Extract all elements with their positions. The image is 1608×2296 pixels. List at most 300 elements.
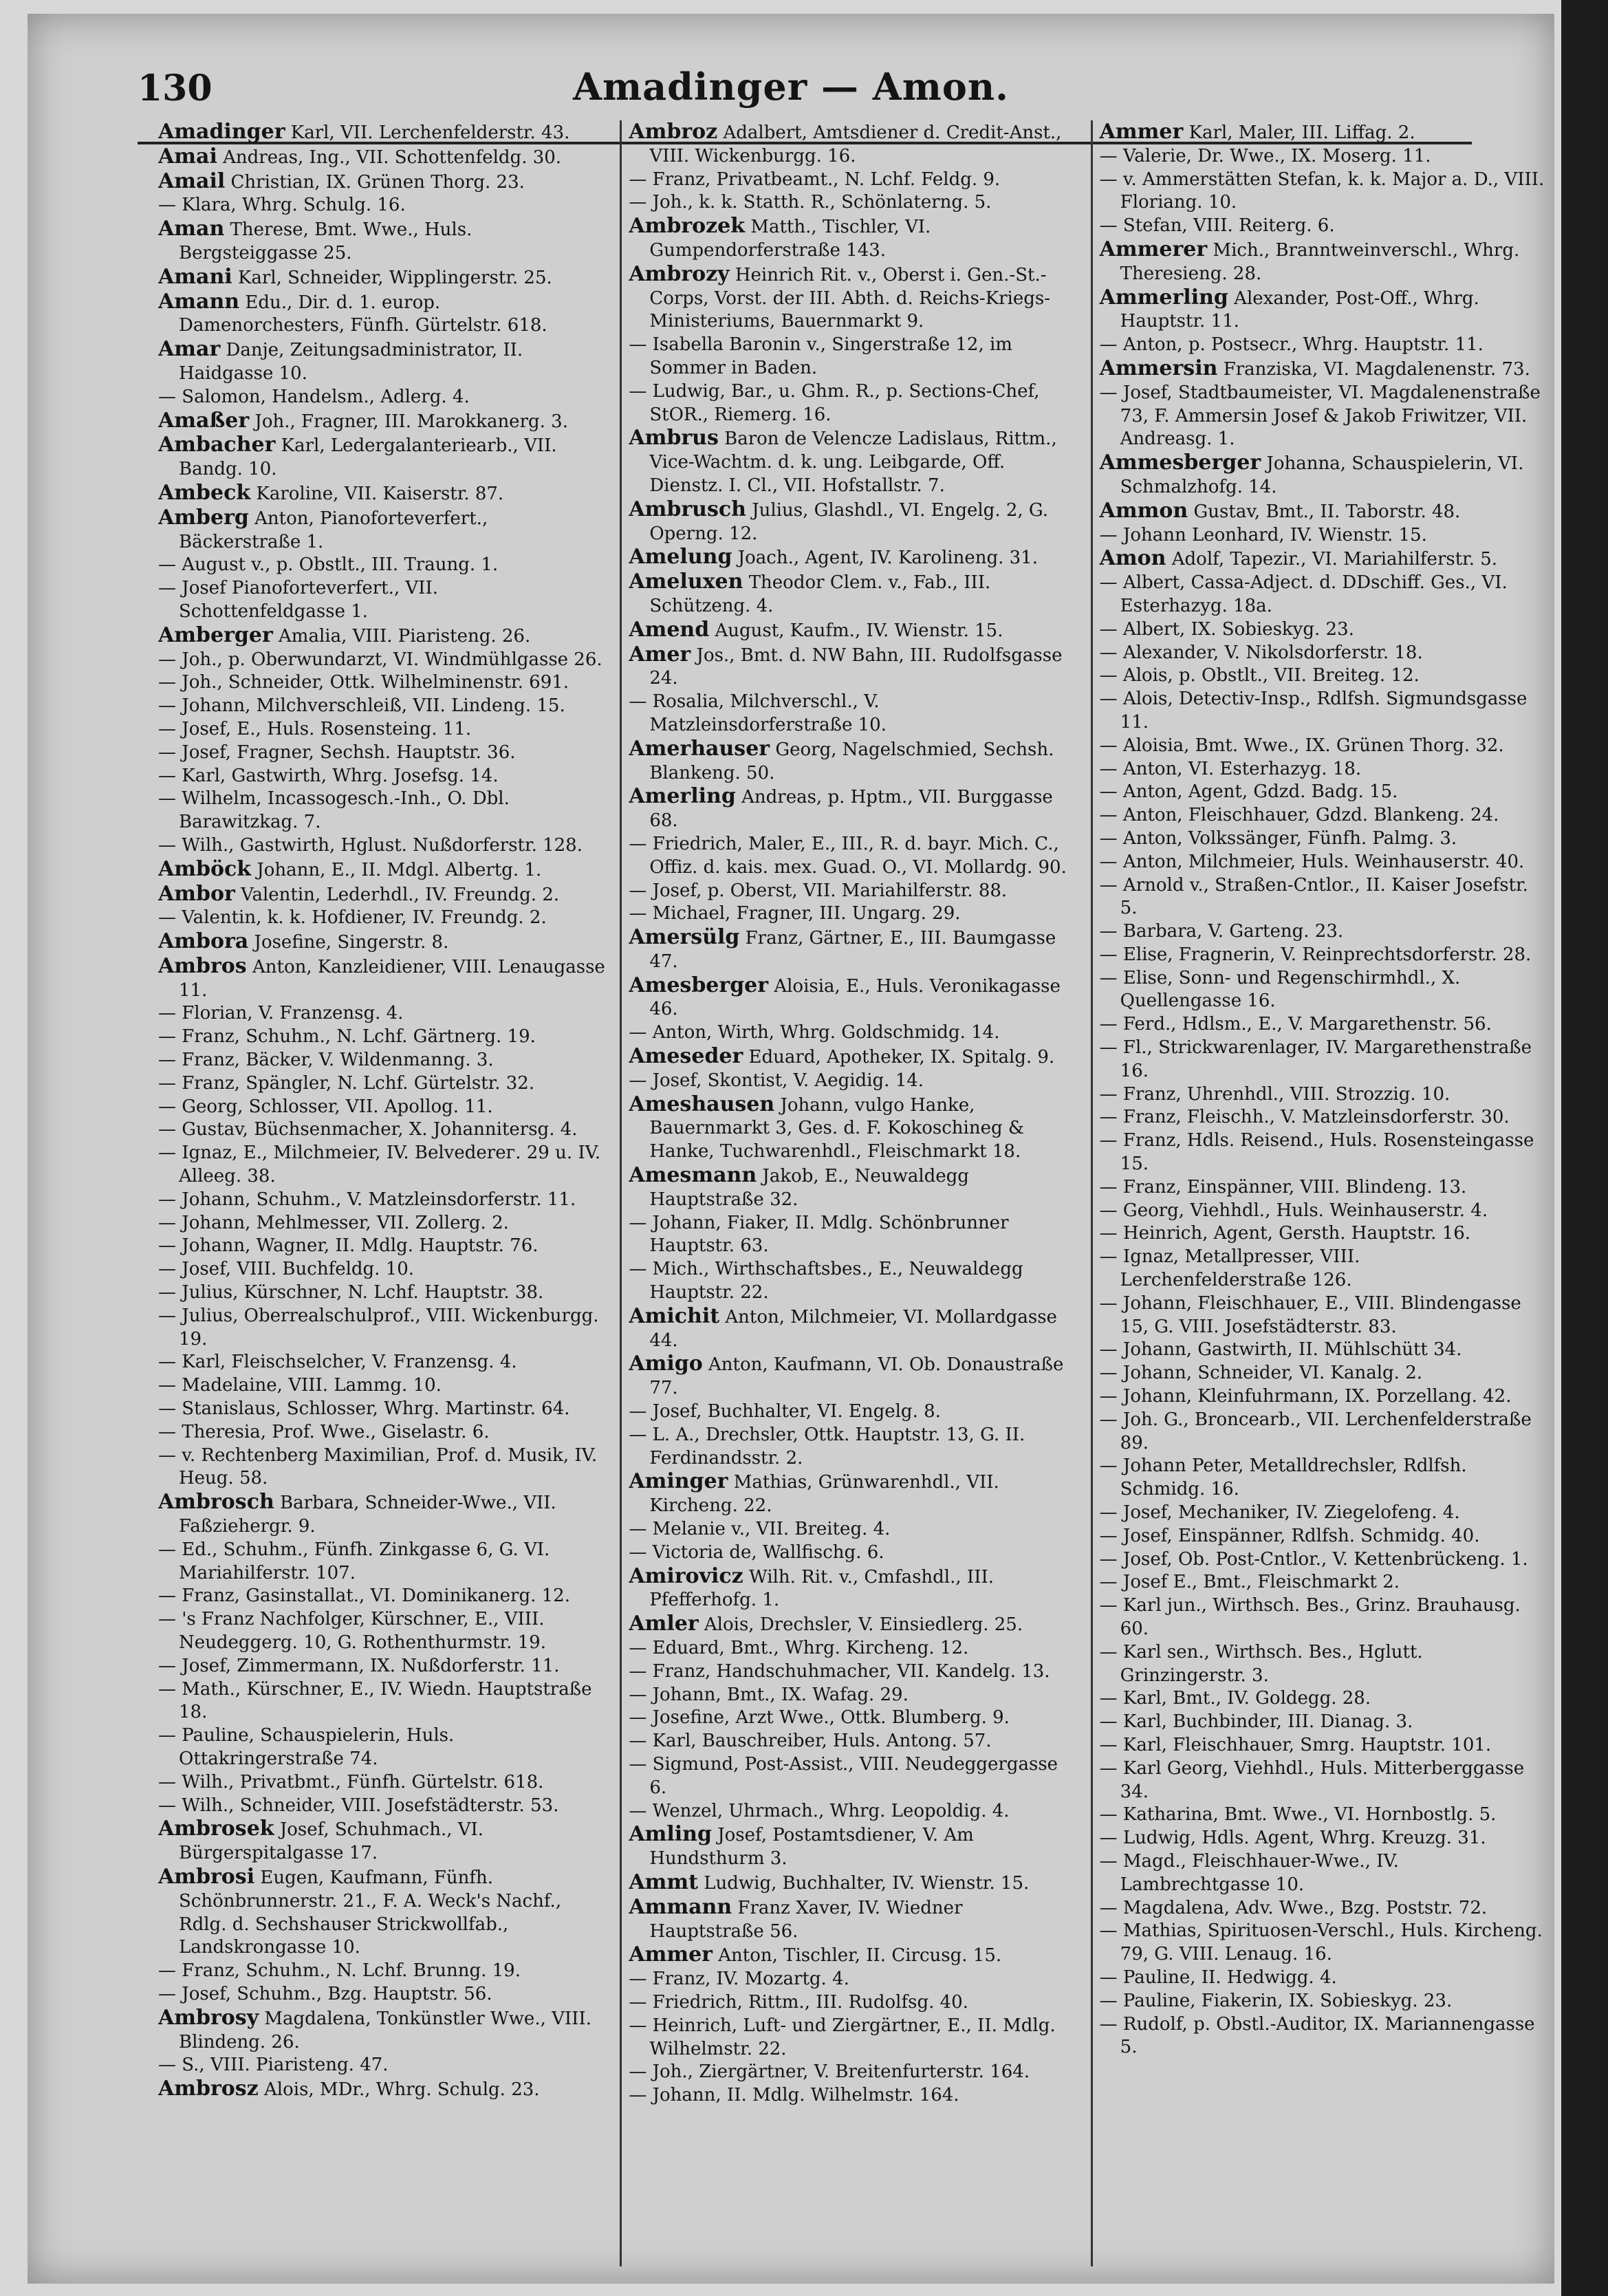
directory-entry <box>629 1164 1076 1212</box>
entry-details: — Julius, Oberrealschulprof., VIII. Wickenburgg. 19. <box>158 1305 599 1350</box>
entry-surname: Ambrosy <box>158 2005 259 2030</box>
directory-entry <box>1100 1037 1547 1083</box>
directory-entry <box>158 338 606 386</box>
entry-surname: Ambrosek <box>158 1817 274 1841</box>
directory-entry <box>158 834 606 858</box>
entry-surname: Ammer <box>629 1942 713 1967</box>
directory-entry <box>629 1400 1076 1424</box>
entry-details: — 's Franz Nachfolger, Kürschner, E., VIII. Neudeggerg. 10, G. Rothenthurmstr. 19. <box>158 1609 546 1653</box>
entry-details: Adalbert, Amtsdiener d. Credit-Anst., VIII. Wickenburgg. 16. <box>649 122 1062 166</box>
entry-surname: Amelung <box>629 545 732 570</box>
directory-entry <box>158 1865 606 1960</box>
entry-details: — Mathias, Spirituosen-Verschl., Huls. Kircheng. 79, G. VIII. Lenaug. 16. <box>1099 1920 1543 1965</box>
entry-details: — Franz, Handschuhmacher, VII. Kandelg. 13. <box>629 1660 1050 1682</box>
directory-entry <box>1100 169 1547 215</box>
directory-entry <box>1100 920 1547 944</box>
entry-details: Anton, Milchmeier, VI. Mollardgasse 44. <box>649 1306 1057 1351</box>
directory-entry <box>1100 1711 1547 1734</box>
entry-details: Danje, Zeitungsadministrator, II. Haidgasse 10. <box>179 340 523 384</box>
entry-details: — Josef, Fragner, Sechsh. Hauptstr. 36. <box>158 741 516 763</box>
entry-details: — Franz, Uhrenhdl., VIII. Strozzig. 10. <box>1099 1083 1451 1105</box>
entry-surname: Ammersin <box>1099 356 1218 380</box>
entry-details: — Georg, Viehhdl., Huls. Weinhauserstr. 4. <box>1099 1200 1488 1221</box>
directory-entry <box>629 1684 1076 1707</box>
directory-entry <box>158 1678 606 1725</box>
entry-details: — v. Rechtenberg Maximilian, Prof. d. Musik, IV. Heug. 58. <box>158 1444 598 1489</box>
entry-surname: Ambacher <box>158 433 276 457</box>
directory-entry <box>158 1374 606 1398</box>
directory-entry <box>629 2015 1076 2061</box>
directory-entry <box>158 1444 606 1491</box>
entry-details: — Josef Pianoforteverfert., VII. Schottenfeldgasse 1. <box>158 578 438 622</box>
entry-details: Andreas, Ing., VII. Schottenfeldg. 30. <box>223 147 562 168</box>
entry-surname: Amaßer <box>158 408 250 433</box>
directory-entry <box>158 1026 606 1049</box>
entry-details: — Anton, Fleischhauer, Gdzd. Blankeng. 24. <box>1099 805 1499 826</box>
entry-surname: Amon <box>1099 546 1166 571</box>
directory-entry <box>1100 664 1547 688</box>
entry-details: Franz Xaver, IV. Wiedner Hauptstraße 56. <box>649 1897 963 1942</box>
entry-details: — Johann, Schuhm., V. Matzleinsdorferstr. 11. <box>158 1189 576 1210</box>
directory-entry <box>1100 1455 1547 1502</box>
directory-entry <box>629 169 1076 192</box>
directory-entry <box>158 1258 606 1281</box>
entry-details: — Rosalia, Milchverschl., V. Matzleinsdorferstraße 10. <box>629 691 887 735</box>
directory-entry <box>1100 499 1547 524</box>
directory-entry <box>629 1565 1076 1613</box>
directory-entry <box>158 290 606 338</box>
directory-entry <box>158 741 606 765</box>
entry-details: — Anton, VI. Esterhazyg. 18. <box>1099 758 1362 779</box>
directory-entry <box>629 902 1076 926</box>
entry-surname: Amersülg <box>629 925 740 950</box>
entry-details: — Theresia, Prof. Wwe., Giselastr. 6. <box>158 1421 490 1442</box>
running-head: Amadinger — Amon. <box>573 65 1009 109</box>
directory-entry <box>1100 1594 1547 1641</box>
entry-surname: Ambrozek <box>629 214 746 239</box>
entry-details: — Albert, Cassa-Adject. d. DDschiff. Ges., VI. Esterhazyg. 18a. <box>1099 572 1508 616</box>
directory-entry <box>1100 1409 1547 1455</box>
entry-details: — Sigmund, Post-Assist., VIII. Neudeggergasse 6. <box>629 1753 1058 1798</box>
entry-surname: Ambrusch <box>629 497 746 521</box>
directory-entry <box>158 1960 606 1983</box>
entry-details: — Friedrich, Maler, E., III., R. d. bayr. Mich. C., Offiz. d. kais. mex. Guad. O., VI. Mollardg. 90. <box>629 833 1067 878</box>
entry-details: — Franz, Privatbeamt., N. Lchf. Feldg. 9. <box>629 169 1001 190</box>
directory-entry <box>1100 1502 1547 1525</box>
directory-entry <box>1100 1013 1547 1037</box>
entry-details: Heinrich Rit. v., Oberst i. Gen.-St.-Corps, Vorst. der III. Abth. d. Reichs-Kriegs-Ministeriums, Bauernmarkt 9. <box>649 264 1051 332</box>
directory-entry <box>629 618 1076 643</box>
entry-details: Alexander, Post-Off., Whrg. Hauptstr. 11. <box>1120 288 1479 332</box>
entry-details: — Johann, II. Mdlg. Wilhelmstr. 164. <box>629 2085 959 2106</box>
directory-entry <box>1100 827 1547 851</box>
entry-details: — Wilh., Gastwirth, Hglust. Nußdorferstr. 128. <box>158 834 583 856</box>
entry-details: — Josef, Schuhm., Bzg. Hauptstr. 56. <box>158 1983 492 2004</box>
entry-details: — S., VIII. Piaristeng. 47. <box>158 2055 389 2076</box>
directory-entry <box>1100 851 1547 874</box>
entry-details: — Johann, Kleinfuhrmann, IX. Porzellang. 42. <box>1099 1386 1512 1407</box>
directory-entry <box>158 409 606 434</box>
entry-details: — Karl, Gastwirth, Whrg. Josefsg. 14. <box>158 765 499 786</box>
entry-surname: Ameluxen <box>629 570 743 594</box>
entry-details: — Josef, Stadtbaumeister, VI. Magdalenenstraße 73, F. Ammersin Josef & Jakob Friwitzer, VII. Andreasg. 1. <box>1099 382 1541 450</box>
directory-entry <box>629 643 1076 691</box>
entry-details: Josef, Postamtsdiener, V. Am Hundsthurm 3. <box>649 1825 974 1870</box>
entry-details: — Math., Kürschner, E., IV. Wiedn. Hauptstraße 18. <box>158 1678 592 1723</box>
directory-entry <box>158 1491 606 1539</box>
entry-details: — Stanislaus, Schlosser, Whrg. Martinstr. 64. <box>158 1398 570 1420</box>
entry-surname: Ambrus <box>629 426 719 451</box>
entry-details: — Franz, Schuhm., N. Lchf. Gärtnerg. 19. <box>158 1026 536 1048</box>
entry-surname: Ambrosi <box>158 1864 255 1889</box>
entry-details: Alois, MDr., Whrg. Schulg. 23. <box>264 2079 540 2101</box>
entry-details: Magdalena, Tonkünstler Wwe., VIII. Blindeng. 26. <box>179 2008 591 2053</box>
directory-entry <box>629 691 1076 737</box>
directory-entry <box>1100 758 1547 781</box>
directory-entry <box>629 737 1076 786</box>
directory-entry <box>158 1212 606 1235</box>
entry-details: — Friedrich, Rittm., III. Rudolfsg. 40. <box>629 1991 968 2013</box>
directory-entry <box>158 1983 606 2006</box>
directory-entry <box>629 785 1076 833</box>
directory-entry <box>1100 547 1547 572</box>
entry-details: — Arnold v., Straßen-Cntlor., II. Kaiser Josefstr. 5. <box>1099 874 1528 919</box>
directory-entry <box>629 1541 1076 1565</box>
directory-entry <box>158 554 606 577</box>
entry-details: — Wilh., Schneider, VIII. Josefstädterstr. 53. <box>158 1795 559 1816</box>
directory-entry <box>1100 1641 1547 1688</box>
directory-entry <box>158 907 606 930</box>
entry-details: — Johann Peter, Metalldrechsler, Rdlfsh. Schmidg. 16. <box>1099 1455 1467 1500</box>
entry-details: — Madelaine, VIII. Lammg. 10. <box>158 1375 442 1396</box>
directory-entry <box>629 1045 1076 1070</box>
directory-entry <box>1100 286 1547 334</box>
directory-entry <box>1100 1548 1547 1572</box>
entry-details: — Ignaz, E., Milchmeier, IV. Belvederег. 29 u. IV. Alleeg. 38. <box>158 1142 601 1187</box>
directory-entry <box>629 974 1076 1022</box>
directory-entry <box>158 1189 606 1212</box>
directory-entry <box>1100 1827 1547 1850</box>
entry-details: Anton, Tischler, II. Circusg. 15. <box>718 1945 1002 1967</box>
directory-entry <box>158 1539 606 1585</box>
entry-surname: Amerhauser <box>629 736 770 761</box>
directory-entry <box>158 1398 606 1421</box>
directory-entry <box>158 882 606 907</box>
entry-details: — Alexander, V. Nikolsdorferstr. 18. <box>1099 642 1423 663</box>
entry-details: — Josef, p. Oberst, VII. Mariahilferstr. 88. <box>629 880 1008 901</box>
entry-details: — Johann, Gastwirth, II. Mühlschütt 34. <box>1099 1339 1462 1361</box>
entry-details: — Alois, Detectiv-Insp., Rdlfsh. Sigmundsgasse 11. <box>1099 689 1528 733</box>
directory-entry <box>629 498 1076 546</box>
entry-details: — Josef, Skontist, V. Aegidig. 14. <box>629 1070 924 1091</box>
entry-details: — Eduard, Bmt., Whrg. Kircheng. 12. <box>629 1638 969 1658</box>
entry-details: — Victoria de, Wallfischg. 6. <box>629 1541 884 1563</box>
directory-entry <box>158 170 606 195</box>
entry-surname: Aman <box>158 217 225 241</box>
entry-details: — Josef, Einspänner, Rdlfsh. Schmidg. 40. <box>1099 1525 1480 1546</box>
entry-details: — Joh. G., Broncearb., VII. Lerchenfelderstraße 89. <box>1099 1409 1532 1453</box>
directory-entry <box>629 2084 1076 2108</box>
entry-details: — Anton, Wirth, Whrg. Goldschmidg. 14. <box>629 1022 1000 1043</box>
entry-details: — Aloisia, Bmt. Wwe., IX. Grünen Thorg. 32. <box>1099 735 1504 756</box>
entry-details: Jakob, E., Neuwaldegg Hauptstraße 32. <box>649 1166 969 1210</box>
directory-entry <box>158 386 606 409</box>
directory-entry <box>1100 1176 1547 1200</box>
directory-entry <box>629 833 1076 880</box>
directory-entry <box>1100 1292 1547 1339</box>
directory-entry <box>1100 642 1547 665</box>
directory-entry <box>1100 1687 1547 1711</box>
entry-surname: Amani <box>158 264 232 289</box>
entry-details: — Johann, Fleischhauer, E., VIII. Blindengasse 15, G. VIII. Josefstädterstr. 83. <box>1099 1292 1521 1337</box>
directory-entry <box>629 426 1076 497</box>
entry-details: Franziska, VI. Magdalenenstr. 73. <box>1223 358 1530 380</box>
entry-details: — Anton, p. Postsecr., Whrg. Hauptstr. 11. <box>1099 334 1484 356</box>
entry-details: — Rudolf, p. Obstl.-Auditor, IX. Mariannengasse 5. <box>1099 2013 1535 2058</box>
entry-details: — Ludwig, Bar., u. Ghm. R., p. Sections-Chef, StOR., Riemerg. 16. <box>629 380 1040 425</box>
directory-entry <box>629 215 1076 263</box>
entry-details: — Ferd., Hdlsm., E., V. Margarethenstr. 56. <box>1099 1014 1492 1035</box>
directory-entry <box>1100 215 1547 238</box>
directory-entry <box>629 1968 1076 1991</box>
entry-details: — Franz, Fleischh., V. Matzleinsdorferstr. 30. <box>1099 1107 1510 1128</box>
directory-entry <box>158 1771 606 1795</box>
directory-entry <box>1100 618 1547 642</box>
entry-details: — Franz, Hdls. Reisend., Huls. Rosensteingasse 15. <box>1099 1130 1534 1175</box>
entry-surname: Amail <box>158 169 226 193</box>
entry-details: — Wenzel, Uhrmach., Whrg. Leopoldig. 4. <box>629 1800 1010 1821</box>
directory-entry <box>629 1660 1076 1684</box>
entry-details: Julius, Glashdl., VI. Engelg. 2, G. Operng. 12. <box>649 499 1049 544</box>
directory-entry <box>1100 357 1547 382</box>
entry-details: — Magdalena, Adv. Wwe., Bzg. Poststr. 72. <box>1099 1897 1488 1918</box>
directory-entry <box>629 1518 1076 1541</box>
entry-details: — Katharina, Bmt. Wwe., VI. Hornbostlg. 5. <box>1099 1804 1497 1826</box>
directory-entry <box>1100 382 1547 451</box>
entry-surname: Ambor <box>158 881 235 906</box>
entry-surname: Ambros <box>158 953 247 978</box>
entry-details: — Johann Leonhard, IV. Wienstr. 15. <box>1099 524 1427 545</box>
entry-details: Anton, Kanzleidiener, VIII. Lenaugasse 11. <box>179 956 605 1001</box>
directory-entry <box>1100 1897 1547 1920</box>
entry-details: — Josef, Zimmermann, IX. Nußdorferstr. 11. <box>158 1655 560 1676</box>
directory-entry <box>629 334 1076 380</box>
directory-entry <box>629 926 1076 974</box>
directory-entry <box>629 1612 1076 1637</box>
directory-entry <box>1100 967 1547 1014</box>
entry-details: Amalia, VIII. Piaristeng. 26. <box>279 625 531 647</box>
entry-details: Aloisia, E., Huls. Veronikagasse 46. <box>649 975 1061 1020</box>
entry-surname: Amirovicz <box>629 1563 743 1588</box>
entry-surname: Ambrosch <box>158 1490 274 1515</box>
directory-entry <box>629 1707 1076 1730</box>
entry-details: Josefine, Singerstr. 8. <box>254 932 449 953</box>
entry-details: — Elise, Sonn- und Regenschirmhdl., X. Quellengasse 16. <box>1099 967 1461 1012</box>
entry-details: Edu., Dir. d. 1. europ. Damenorchesters, Fünfh. Gürtelstr. 618. <box>179 292 547 336</box>
entry-surname: Amerling <box>629 784 736 809</box>
entry-details: Alois, Drechsler, V. Einsiedlerg. 25. <box>704 1614 1023 1636</box>
entry-details: — Fl., Strickwarenlager, IV. Margarethenstraße 16. <box>1099 1037 1532 1081</box>
directory-entry <box>629 1730 1076 1753</box>
directory-entry <box>158 765 606 788</box>
directory-entry <box>158 194 606 217</box>
entry-surname: Ammerling <box>1099 285 1228 310</box>
directory-entry <box>158 624 606 649</box>
directory-entry <box>1100 688 1547 735</box>
directory-entry <box>158 1142 606 1189</box>
entry-surname: Ambora <box>158 929 249 954</box>
entry-details: Joh., Fragner, III. Marokkanerg. 3. <box>254 411 568 432</box>
entry-details: — Elise, Fragnerin, V. Reinprechtsdorferstr. 28. <box>1099 944 1532 965</box>
entry-details: — Franz, Bäcker, V. Wildenmanng. 3. <box>158 1050 494 1071</box>
directory-entry <box>1100 120 1547 145</box>
entry-details: Johanna, Schauspielerin, VI. Schmalzhofg. 14. <box>1120 453 1524 497</box>
entry-details: — Ludwig, Hdls. Agent, Whrg. Kreuzg. 31. <box>1099 1828 1486 1849</box>
entry-details: — L. A., Drechsler, Ottk. Hauptstr. 13, G. II. Ferdinandsstr. 2. <box>629 1424 1025 1469</box>
entry-details: — Magd., Fleischhauer-Wwe., IV. Lambrechtgasse 10. <box>1099 1850 1399 1895</box>
entry-surname: Amesberger <box>629 973 769 997</box>
entry-details: Karl, Maler, III. Liffag. 2. <box>1188 122 1415 143</box>
directory-entry <box>158 1118 606 1142</box>
entry-surname: Amler <box>629 1612 699 1636</box>
directory-entry <box>629 1823 1076 1871</box>
directory-entry <box>1100 735 1547 758</box>
directory-entry <box>1100 1106 1547 1129</box>
entry-details: — Ed., Schuhm., Fünfh. Zinkgasse 6, G. VI. Mariahilferstr. 107. <box>158 1539 550 1583</box>
directory-entry <box>158 577 606 624</box>
directory-entry <box>158 1072 606 1096</box>
entry-details: — Franz, Schuhm., N. Lchf. Brunng. 19. <box>158 1960 521 1982</box>
entry-details: — Karl, Bauschreiber, Huls. Antong. 57. <box>629 1731 992 1752</box>
directory-entry <box>158 1421 606 1444</box>
entry-details: Baron de Velencze Ladislaus, Rittm., Vice-Wachtm. d. k. ung. Leibgarde, Off. Dienstz. I. Cl., VII. Hofstallstr. 7. <box>649 429 1057 496</box>
entry-details: Adolf, Tapezir., VI. Mariahilferstr. 5. <box>1171 549 1498 570</box>
directory-entry <box>158 1351 606 1374</box>
directory-entry <box>629 120 1076 169</box>
entry-details: — Franz, IV. Mozartg. 4. <box>629 1969 849 1990</box>
entry-details: — Julius, Kürschner, N. Lchf. Hauptstr. 38. <box>158 1282 544 1303</box>
directory-entry <box>629 1871 1076 1896</box>
entry-details: — Gustav, Büchsenmacher, X. Johannitersg. 4. <box>158 1119 578 1140</box>
directory-entry <box>1100 944 1547 967</box>
entry-surname: Amadinger <box>158 120 285 144</box>
entry-details: — Klara, Whrg. Schulg. 16. <box>158 195 406 216</box>
directory-entry <box>158 481 606 506</box>
entry-details: — Heinrich, Luft- und Ziergärtner, E., II. Mdlg. Wilhelmstr. 22. <box>629 2015 1056 2059</box>
entry-details: — Franz, Einspänner, VIII. Blindeng. 13. <box>1099 1176 1467 1198</box>
entry-details: Barbara, Schneider-Wwe., VII. Faßziehergr. 9. <box>179 1493 556 1537</box>
entry-details: — Stefan, VIII. Reiterg. 6. <box>1099 215 1335 237</box>
entry-details: — Josef, Ob. Post-Cntlor., V. Kettenbrückeng. 1. <box>1099 1548 1528 1570</box>
directory-entry <box>158 145 606 170</box>
directory-entry <box>158 955 606 1003</box>
entry-details: — Anton, Milchmeier, Huls. Weinhauserstr. 40. <box>1099 851 1525 872</box>
entry-details: Jos., Bmt. d. NW Bahn, III. Rudolfsgasse 24. <box>649 645 1063 689</box>
entry-surname: Amann <box>158 289 240 314</box>
directory-entry <box>629 1896 1076 1944</box>
directory-entry <box>1100 1734 1547 1757</box>
entry-details: — Valentin, k. k. Hofdiener, IV. Freundg. 2. <box>158 907 547 929</box>
entry-details: Christian, IX. Grünen Thorg. 23. <box>230 171 525 193</box>
entry-details: Ludwig, Buchhalter, IV. Wienstr. 15. <box>704 1872 1030 1894</box>
entry-details: — Johann, Bmt., IX. Wafag. 29. <box>629 1684 909 1705</box>
entry-surname: Amberger <box>158 622 273 647</box>
entry-surname: Ambrosz <box>158 2077 259 2101</box>
directory-entry <box>158 930 606 955</box>
entry-details: Matth., Tischler, VI. Gumpendorferstraße 143. <box>649 217 931 261</box>
entry-details: — Anton, Volkssänger, Fünfh. Palmg. 3. <box>1099 827 1457 849</box>
entry-details: — v. Ammerstätten Stefan, k. k. Major a. D., VIII. Floriang. 10. <box>1099 169 1545 213</box>
entry-details: — Alois, p. Obstlt., VII. Breiteg. 12. <box>1099 665 1420 686</box>
entry-details: — Joh., k. k. Statth. R., Schönlaterng. 5. <box>629 192 992 213</box>
entry-details: Karoline, VII. Kaiserstr. 87. <box>256 483 504 504</box>
directory-entry <box>629 1305 1076 1353</box>
entry-surname: Ambeck <box>158 480 251 505</box>
entry-details: Joach., Agent, IV. Karolineng. 31. <box>737 548 1038 569</box>
book-gutter <box>1561 0 1608 2296</box>
directory-entry <box>1100 1850 1547 1897</box>
directory-entry <box>629 1021 1076 1045</box>
directory-entry <box>1100 1200 1547 1223</box>
entry-surname: Amer <box>629 642 691 667</box>
entry-details: — Anton, Agent, Gdzd. Badg. 15. <box>1099 781 1398 803</box>
entry-details: Franz, Gärtner, E., III. Baumgasse 47. <box>649 928 1056 972</box>
directory-entry <box>158 671 606 695</box>
entry-details: — Karl, Fleischselcher, V. Franzensg. 4. <box>158 1352 517 1373</box>
entry-details: — Franz, Gasinstallat., VI. Dominikanerg. 12. <box>158 1585 570 1607</box>
directory-entry <box>1100 1385 1547 1409</box>
directory-entry <box>629 1991 1076 2015</box>
directory-entry <box>1100 1083 1547 1107</box>
entry-details: — Johann, Fiaker, II. Mdlg. Schönbrunner Hauptstr. 63. <box>629 1212 1009 1257</box>
directory-entry <box>629 570 1076 618</box>
directory-entry <box>629 1093 1076 1164</box>
page-header <box>28 48 1554 117</box>
entry-details: — Josef, Buchhalter, VI. Engelg. 8. <box>629 1401 941 1422</box>
entry-details: — Joh., Ziergärtner, V. Breitenfurterstr. 164. <box>629 2061 1030 2083</box>
entry-details: — Josef, VIII. Buchfeldg. 10. <box>158 1259 415 1280</box>
entry-surname: Ammann <box>629 1894 732 1919</box>
directory-entry <box>1100 1804 1547 1827</box>
entry-details: Andreas, p. Hptm., VII. Burggasse 68. <box>649 787 1053 832</box>
entry-details: — Karl, Bmt., IV. Goldegg. 28. <box>1099 1688 1371 1709</box>
entry-details: — Josefine, Arzt Wwe., Ottk. Blumberg. 9. <box>629 1707 1010 1729</box>
directory-entry <box>1100 1571 1547 1594</box>
entry-details: — Joh., p. Oberwundarzt, VI. Windmühlgasse 26. <box>158 649 602 670</box>
entry-details: Therese, Bmt. Wwe., Huls. Bergsteiggasse 25. <box>179 219 472 263</box>
directory-entry <box>629 1070 1076 1093</box>
directory-entry <box>1100 1525 1547 1548</box>
entry-surname: Ammesberger <box>1099 451 1261 475</box>
entry-details: — Albert, IX. Sobieskyg. 23. <box>1099 618 1354 640</box>
directory-entry <box>629 263 1076 334</box>
entry-details: — Pauline, Fiakerin, IX. Sobieskyg. 23. <box>1099 1990 1453 2011</box>
directory-entry <box>629 1800 1076 1823</box>
entry-surname: Amberg <box>158 505 249 530</box>
entry-details: — Isabella Baronin v., Singerstraße 12, im Sommer in Baden. <box>629 334 1012 378</box>
entry-details: — Josef E., Bmt., Fleischmarkt 2. <box>1099 1572 1400 1593</box>
directory-entry <box>158 649 606 672</box>
directory-entry <box>1100 874 1547 921</box>
entry-details: — Karl, Fleischhauer, Smrg. Hauptstr. 101. <box>1099 1734 1492 1755</box>
entry-details: Karl, VII. Lerchenfelderstr. 43. <box>290 122 570 143</box>
directory-entry <box>629 380 1076 427</box>
entry-columns <box>158 120 1561 2266</box>
column-2 <box>620 120 1090 2266</box>
directory-entry <box>158 1002 606 1026</box>
entry-details: Valentin, Lederhdl., IV. Freundg. 2. <box>241 884 560 905</box>
directory-entry <box>158 718 606 741</box>
